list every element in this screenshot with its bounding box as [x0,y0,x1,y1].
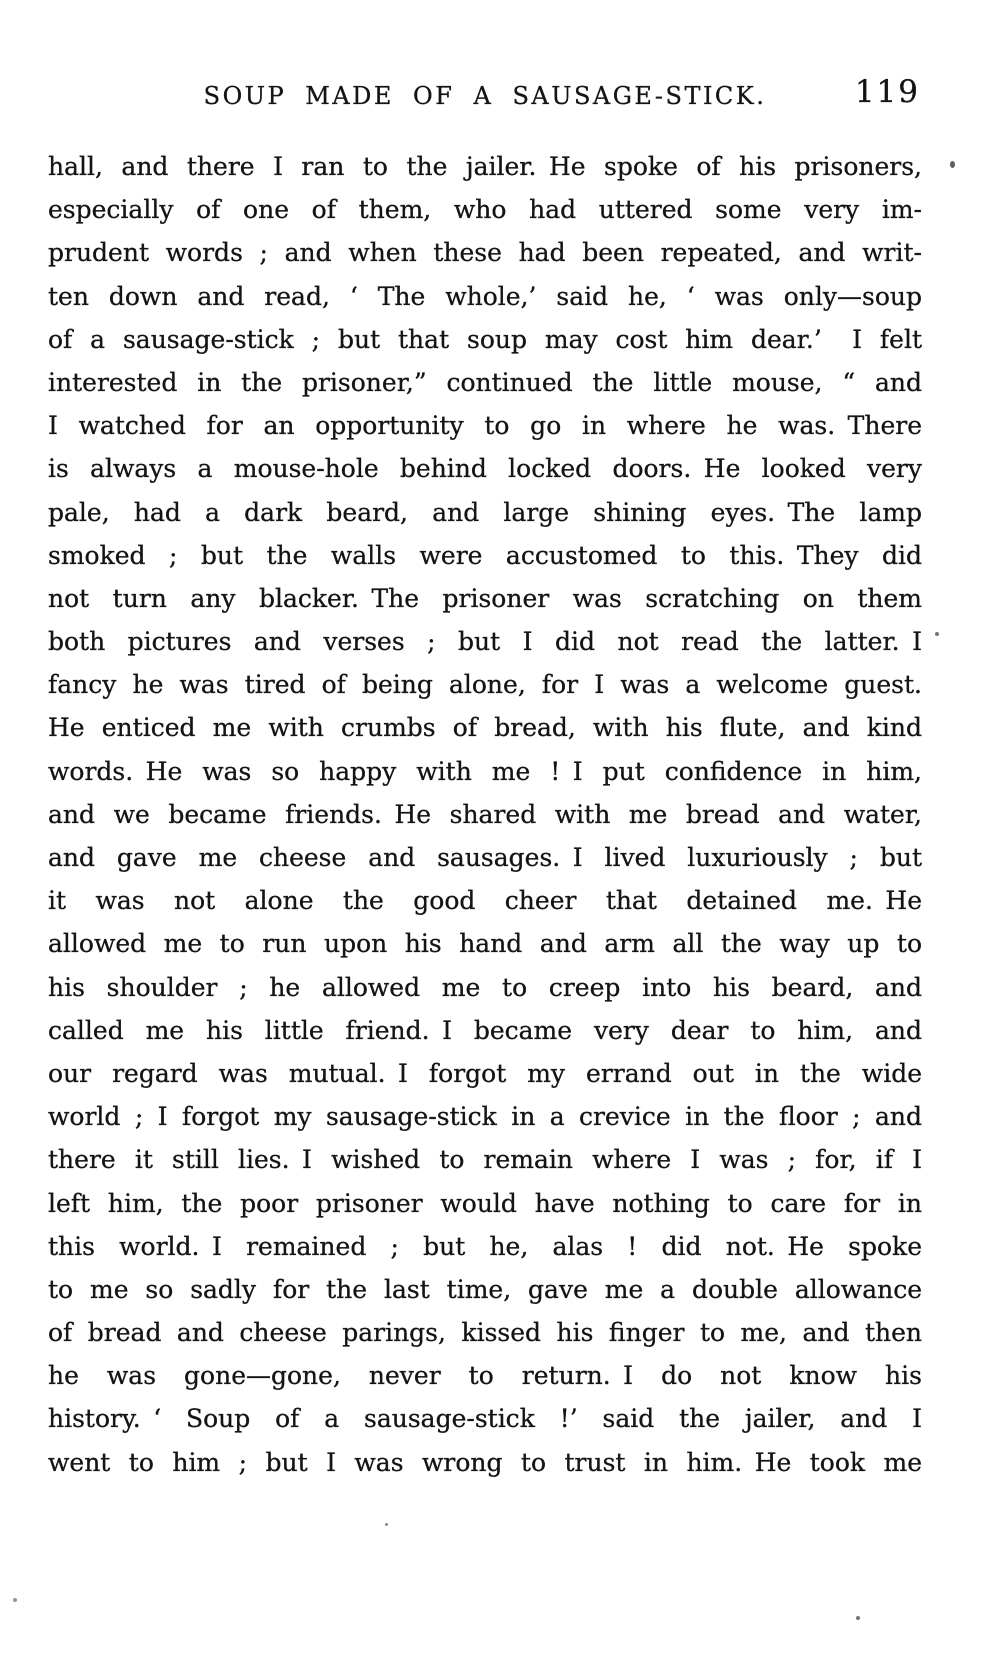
text-line: both pictures and verses ; but I did not read the latter. I [48,627,922,657]
text-line: to me so sadly for the last time, gave me a double allowance [48,1274,922,1304]
text-line: smoked ; but the walls were accustomed to this. They did [48,540,922,570]
text-line: left him, the poor prisoner would have nothing to care for in [48,1188,922,1218]
text-line: allowed me to run upon his hand and arm all the way up to [48,929,922,959]
scan-speck [13,1598,17,1602]
text-line: there it still lies. I wished to remain where I was ; for, if I [48,1145,922,1175]
text-line: prudent words ; and when these had been repeated, and writ- [48,238,922,268]
text-block [48,76,922,1484]
scan-speck [385,1523,388,1526]
text-line: ten down and read, ‘ The whole,’ said he, ‘ was only—soup [48,281,922,311]
text-line: of bread and cheese parings, kissed his finger to me, and then [48,1318,922,1348]
text-line: fancy he was tired of being alone, for I was a welcome guest. [48,670,922,700]
text-line: and gave me cheese and sausages. I lived luxuriously ; but [48,843,922,872]
text-line: interested in the prisoner,” continued the little mouse, “ and [48,367,922,397]
page-header [48,76,922,114]
text-line: this world. I remained ; but he, alas ! did not. He spoke [48,1231,922,1261]
text-line: history. ‘ Soup of a sausage-stick !’ said the jailer, and I [48,1404,922,1434]
text-line: our regard was mutual. I forgot my errand out in the wide [48,1058,922,1088]
scan-speck [935,632,939,636]
text-line: and we became friends. He shared with me bread and water, [48,799,922,829]
text-line: of a sausage-stick ; but that soup may cost him dear.’ I felt [48,324,922,354]
text-line: called me his little friend. I became very dear to him, and [48,1015,922,1045]
text-line: is always a mouse-hole behind locked doors. He looked very [48,454,922,484]
running-title: SOUP MADE OF A SAUSAGE-STICK. [203,82,767,110]
text-line: not turn any blacker. The prisoner was scratching on them [48,583,922,613]
text-line: especially of one of them, who had uttered some very im- [48,195,922,225]
text-line: pale, had a dark beard, and large shining eyes. The lamp [48,497,922,527]
text-line: his shoulder ; he allowed me to creep into his beard, and [48,972,922,1002]
page-number: 119 [854,74,920,110]
text-line: I watched for an opportunity to go in where he was. There [48,411,922,441]
text-line: he was gone—gone, never to return. I do not know his [48,1361,922,1391]
text-line: it was not alone the good cheer that detained me. He [48,886,922,916]
text-line: words. He was so happy with me ! I put confidence in him, [48,756,922,786]
text-line: world ; I forgot my sausage-stick in a crevice in the floor ; and [48,1102,922,1132]
page-body [48,145,922,1484]
text-line: hall, and there I ran to the jailer. He spoke of his prisoners, [48,152,922,181]
scan-speck [856,1616,860,1620]
scan-speck [950,161,955,168]
text-line: went to him ; but I was wrong to trust in him. He took me [48,1447,922,1477]
text-line: He enticed me with crumbs of bread, with his flute, and kind [48,713,922,743]
